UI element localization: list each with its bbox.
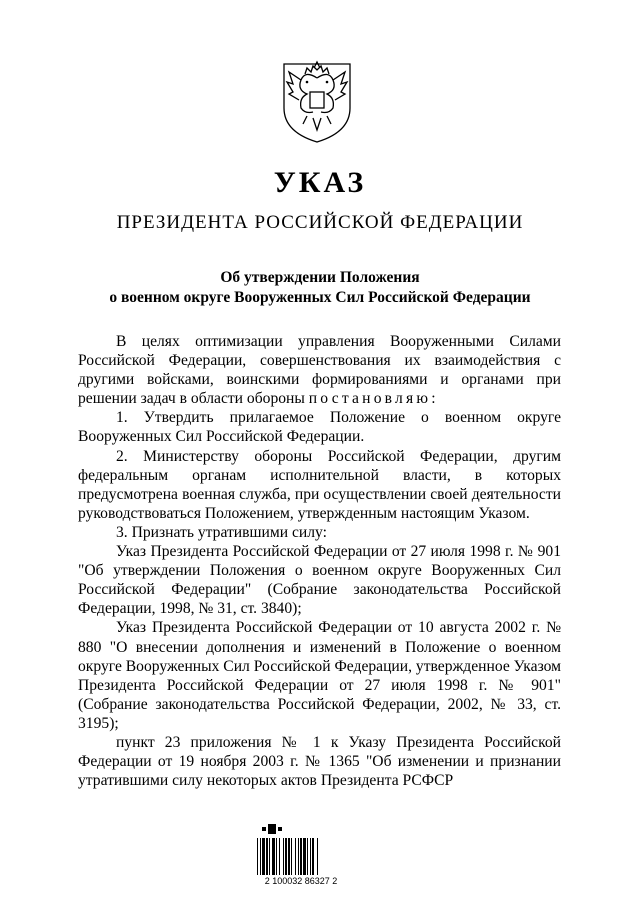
preamble-text: В целях оптимизации управления Вооруженными Силами Российской Федерации, совершенствования их взаимодействия с другими войсками, воинскими формированиями и органами при решении задач в области обороны [78, 333, 561, 408]
clause-2: 2. Министерству обороны Российской Федерации, другим федеральным органам исполнительной власти, в которых предусмотрена военная служба, при осуществлении своей деятельности руководствоваться Положением, утвержденным настоящим Указом. [78, 447, 561, 522]
document-type-title: УКАЗ [273, 166, 367, 199]
decree-body [78, 332, 561, 790]
repealed-act-2: Указ Президента Российской Федерации от 10 августа 2002 г. № 880 "О внесении дополнения и изменений в Положение о военном округе Вооруженных Сил Российской Федерации, утвержденное Указом Президента Российской Федерации от 27 июля 1998 г. № 901" (Собрание законодательства Российской Федерации, 2002, № 33, ст. 3195); [78, 619, 562, 732]
decree-heading-line-1: Об утверждении Положения [220, 269, 420, 286]
document-issuer-subtitle: ПРЕЗИДЕНТА РОССИЙСКОЙ ФЕДЕРАЦИИ [116, 212, 524, 233]
clause-3: 3. Признать утратившими силу: [116, 523, 327, 541]
repealed-act-3: пункт 23 приложения № 1 к Указу Президента Российской Федерации от 19 ноября 2003 г. № 1365 "Об изменении и признании утратившими силу некоторых актов Президента РСФСР [78, 733, 561, 790]
barcode-icon [256, 838, 344, 875]
decree-word: постановляю: [308, 390, 439, 408]
decree-heading-line-2: о военном округе Вооруженных Сил Российской Федерации [109, 289, 531, 306]
page-continuation-marker-icon [262, 824, 282, 834]
repealed-act-1: Указ Президента Российской Федерации от 27 июля 1998 г. № 901 "Об утверждении Положения о военном округе Вооруженных Сил Российской Федерации" (Собрание законодательства Российской Федерации, 1998, № 31, ст. 3840); [78, 543, 561, 618]
clause-1: 1. Утвердить прилагаемое Положение о военном округе Вооруженных Сил Российской Федерации. [78, 409, 561, 446]
russian-coat-of-arms-icon [277, 58, 357, 144]
barcode-number: 2 100032 86327 2 [264, 876, 338, 886]
decree-heading [0, 268, 640, 308]
preamble-paragraph [78, 332, 561, 408]
